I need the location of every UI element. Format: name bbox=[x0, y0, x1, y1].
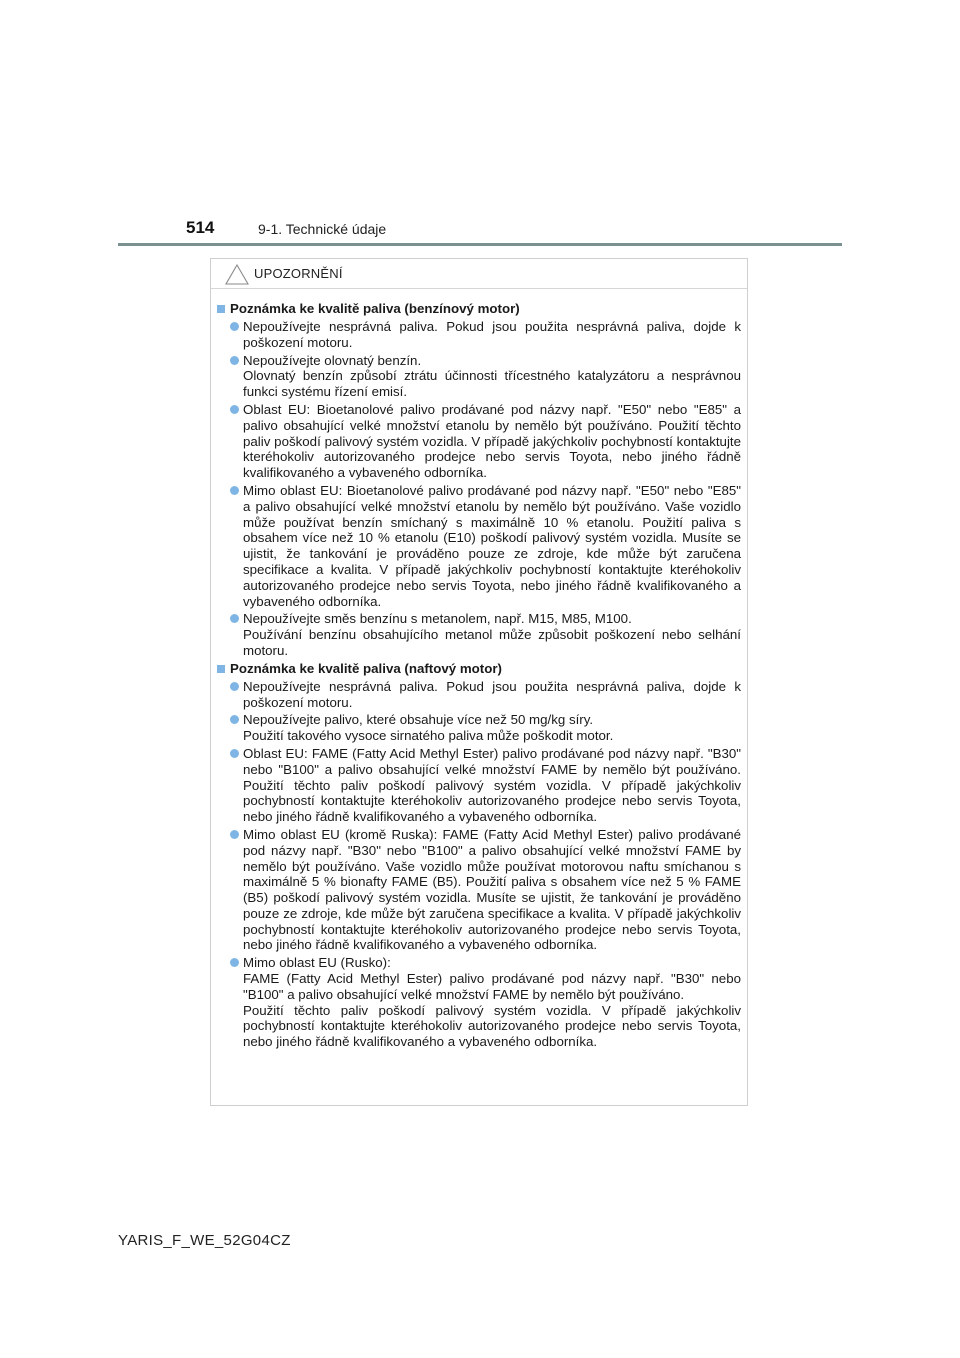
round-bullet-icon bbox=[230, 958, 239, 967]
item-text: Nepoužívejte nesprávná paliva. Pokud jsou použita nesprávná paliva, dojde k poškození motoru. bbox=[243, 319, 741, 350]
subheading-text: Poznámka ke kvalitě paliva (benzínový motor) bbox=[230, 301, 520, 316]
list-item bbox=[217, 746, 741, 825]
section-title: 9-1. Technické údaje bbox=[258, 221, 387, 237]
list-item bbox=[217, 319, 741, 351]
item-text: Použití takového vysoce sirnatého paliva může poškodit motor. bbox=[243, 728, 614, 744]
item-text: Nepoužívejte směs benzínu s metanolem, např. M15, M85, M100. bbox=[243, 611, 632, 627]
item-text: Mimo oblast EU: Bioetanolové palivo prodávané pod názvy např. "E50" nebo "E85" a palivo obsahující velké množství etanolu by nemělo být používáno. Vaše vozidlo může používat benzín smíchaný s maximálně 10 % etanolu. Použití paliva s obsahem více než 10 % etanolu (E10) poškodí palivový systém vozidla. Musíte se ujistit, že tankování je prováděno pouze ze zdroje, kde může být zaručena specifikace a kvalita. V případě jakýchkoliv pochybností kontaktujte kteréhokoliv autorizovaného prodejce nebo servis Toyota, nebo jiného řádně kvalifikovaného a vybaveného odborníka. bbox=[243, 482, 741, 609]
round-bullet-icon bbox=[230, 682, 239, 691]
item-text: Nepoužívejte nesprávná paliva. Pokud jsou použita nesprávná paliva, dojde k poškození motoru. bbox=[243, 678, 741, 710]
list-item bbox=[217, 483, 741, 609]
document-code: YARIS_F_WE_52G04CZ bbox=[118, 1232, 291, 1249]
round-bullet-icon bbox=[230, 749, 239, 758]
round-bullet-icon bbox=[230, 614, 239, 623]
list-item bbox=[217, 679, 741, 711]
page-number: 514 bbox=[186, 218, 215, 237]
round-bullet-icon bbox=[230, 356, 239, 365]
warning-body bbox=[211, 289, 747, 1050]
item-text: Použití těchto paliv poškodí palivový systém vozidla. V případě jakýchkoliv pochybností kontaktujte kteréhokoliv autorizovaného prodejce nebo servis Toyota, nebo jiného řádně kvalifikovaného a vybaveného odborníka. bbox=[243, 1002, 741, 1050]
subheading-text: Poznámka ke kvalitě paliva (naftový motor) bbox=[230, 660, 502, 676]
item-text: Olovnatý benzín způsobí ztrátu účinnosti třícestného katalyzátoru a nesprávnou funkci systému řízení emisí. bbox=[243, 368, 741, 400]
warning-triangle-icon bbox=[225, 264, 249, 285]
list-item bbox=[217, 827, 741, 953]
item-text: Oblast EU: FAME (Fatty Acid Methyl Ester) palivo prodávané pod názvy např. "B30" nebo "B100" a palivo obsahující velké množství FAME by nemělo být používáno. Použití těchto paliv poškodí palivový systém vozidla. V případě jakýchkoliv pochybností kontaktujte kteréhokoliv autorizovaného prodejce nebo servis Toyota, nebo jiného řádně kvalifikovaného a vybaveného odborníka. bbox=[243, 745, 741, 825]
item-text: FAME (Fatty Acid Methyl Ester) palivo prodávané pod názvy např. "B30" nebo "B100" a palivo obsahující velké množství FAME by nemělo být používáno. bbox=[243, 971, 741, 1002]
round-bullet-icon bbox=[230, 322, 239, 331]
item-text: Nepoužívejte olovnatý benzín. bbox=[243, 352, 422, 368]
item-text: Nepoužívejte palivo, které obsahuje více než 50 mg/kg síry. bbox=[243, 712, 594, 728]
round-bullet-icon bbox=[230, 830, 239, 839]
round-bullet-icon bbox=[230, 715, 239, 724]
square-bullet-icon bbox=[217, 305, 225, 313]
item-text: Mimo oblast EU (kromě Ruska): FAME (Fatty Acid Methyl Ester) palivo prodávané pod názvy např. "B30" nebo "B100" a palivo obsahující velké množství FAME by nemělo být používáno. Vaše vozidlo může používat motorovou naftu smíchanou s maximálně 5 % bionafty FAME (B5). Použití paliva s obsahem více než 5 % FAME (B5) poškodí palivový systém vozidla. Musíte se ujistit, že tankování je prováděno pouze ze zdroje, kde může být zaručena specifikace a kvalita. V případě jakýchkoliv pochybností kontaktujte kteréhokoliv autorizovaného prodejce nebo servis Toyota, nebo jiného řádně kvalifikovaného a vybaveného odborníka. bbox=[243, 826, 741, 953]
list-item bbox=[217, 712, 741, 744]
warning-title: UPOZORNĚNÍ bbox=[254, 266, 343, 281]
subheading-diesel bbox=[217, 661, 741, 677]
header-divider bbox=[118, 243, 842, 246]
list-item bbox=[217, 955, 741, 1050]
round-bullet-icon bbox=[230, 486, 239, 495]
subheading-petrol bbox=[217, 301, 741, 317]
list-item bbox=[217, 611, 741, 658]
item-text: Oblast EU: Bioetanolové palivo prodávané pod názvy např. "E50" nebo "E85" a palivo obsahující velké množství etanolu by nemělo být používáno. Použití těchto paliv poškodí palivový systém vozidla. V případě jakýchkoliv pochybností kontaktujte kteréhokoliv autorizovaného prodejce nebo servis Toyota, nebo jiného řádně kvalifikovaného a vybaveného odborníka. bbox=[243, 401, 741, 481]
square-bullet-icon bbox=[217, 665, 225, 673]
item-text: Používání benzínu obsahujícího metanol může způsobit poškození nebo selhání motoru. bbox=[243, 627, 741, 658]
list-item bbox=[217, 402, 741, 481]
list-item bbox=[217, 353, 741, 400]
round-bullet-icon bbox=[230, 405, 239, 414]
warning-header bbox=[211, 259, 747, 289]
item-text: Mimo oblast EU (Rusko): bbox=[243, 955, 391, 971]
warning-box bbox=[210, 258, 748, 1106]
